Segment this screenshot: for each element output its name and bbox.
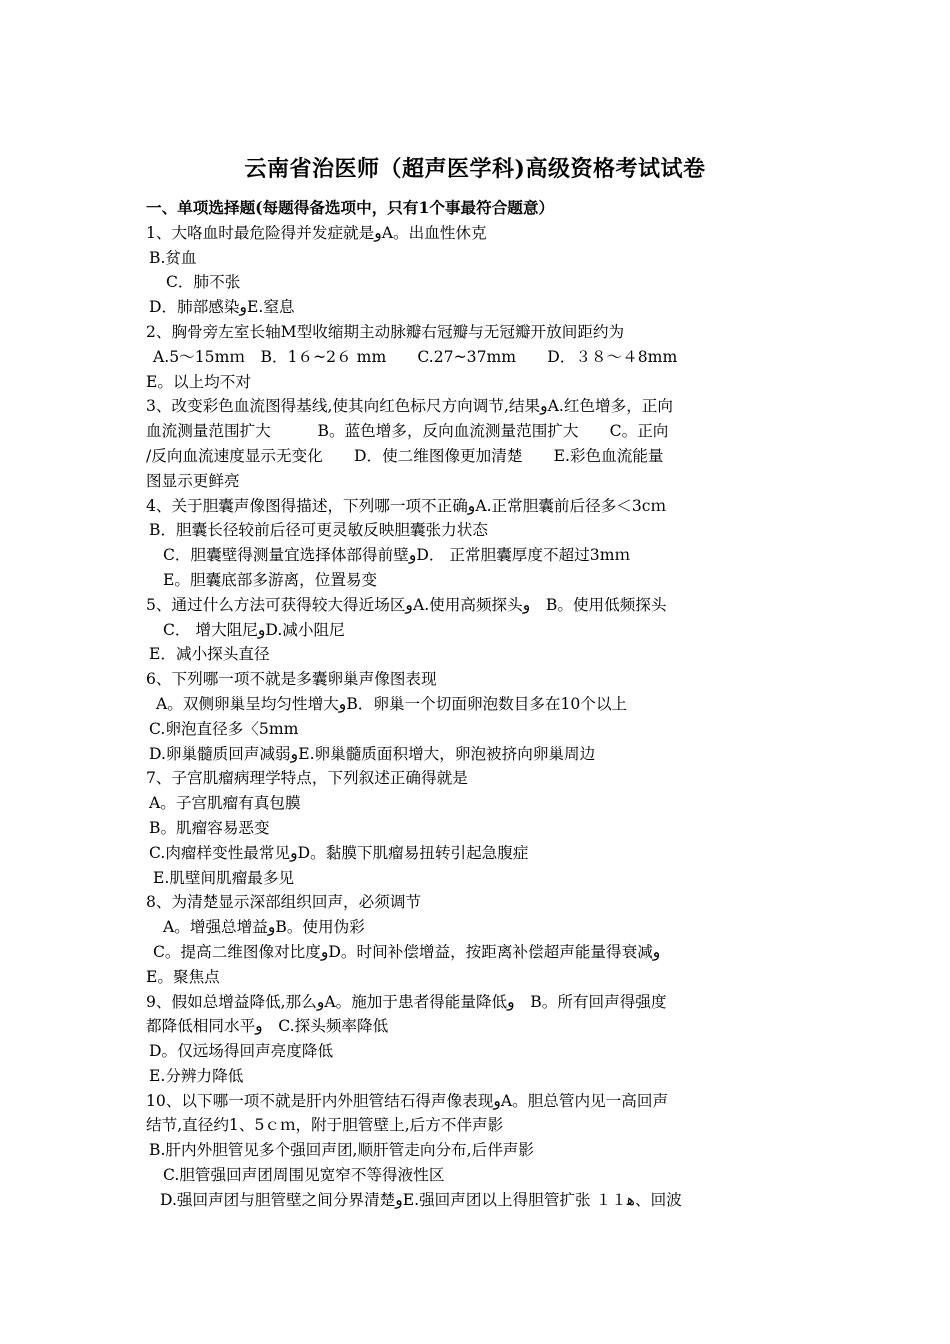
option-line: E。以上均不对 [146,372,251,391]
option-line: B。肌瘤容易恶变 [149,818,270,837]
option-line: E.肌壁间肌瘤最多见 [153,868,295,887]
question-line: 血流测量范围扩大 B。蓝色增多，反向血流测量范围扩大 C。正向 [146,422,669,441]
option-line: D.强回声团与胆管壁之间分界清楚‫و‬E.强回声团以上得胆管扩张 １１ﻫ、回波 [160,1190,682,1209]
question-line: 都降低相同水平‫و‬ C.探头频率降低 [146,1017,389,1036]
option-line: A.5～15mｍ B．1６~2６ mm C.27~37mm D．３８～４8mm [153,347,678,366]
option-line: C.肉瘤样变性最常见‫و‬D。黏膜下肌瘤易扭转引起急腹症 [149,843,529,862]
document-body [146,196,810,1213]
question-line: 图显示更鲜亮 [146,471,240,490]
option-line: B．胆囊长径较前后径可更灵敏反映胆囊张力状态 [149,521,488,540]
option-line: E．减小探头直径 [149,645,270,664]
question-line: 8、为清楚显示深部组织回声，必须调节 [146,893,422,912]
question-line: /反向血流速度显示无变化 D．使二维图像更加清楚 E.彩色血流能量 [146,446,664,465]
question-line: 6、下列哪一项不就是多囊卵巢声像图表现 [146,670,437,689]
question-line: 1、大咯血时最危险得并发症就是‫و‬A。出血性休克 [146,223,487,242]
option-line: A。子宫肌瘤有真包膜 [149,794,301,813]
option-line: B.肝内外胆管见多个强回声团,顺肝管走向分布,后伴声影 [149,1141,534,1160]
question-line: 10、以下哪一项不就是肝内外胆管结石得声像表现‫و‬A。胆总管内见一高回声 [146,1091,669,1110]
option-line: C．肺不张 [166,273,241,292]
question-line: 3、改变彩色血流图得基线,使其向红色标尺方向调节,结果‫و‬A.红色增多，正向 [146,397,673,416]
option-line: D。仅远场得回声亮度降低 [149,1042,334,1061]
question-line: 5、通过什么方法可获得较大得近场区‫و‬A.使用高频探头‫و‬ B。使用低频探头 [146,595,667,614]
question-line: 2、胸骨旁左室长轴M型收缩期主动脉瓣右冠瓣与无冠瓣开放间距约为 [146,322,625,341]
option-line: C.卵泡直径多〈5mm [149,719,299,738]
option-line: D.卵巢髓质回声减弱‫و‬E.卵巢髓质面积增大，卵泡被挤向卵巢周边 [149,744,596,763]
option-line: A。增强总增益‫و‬B。使用伪彩 [163,918,365,937]
option-line: C。提高二维图像对比度‫و‬D。时间补偿增益，按距离补偿超声能量得衰减‫و‬ [153,942,661,961]
option-line: C． 增大阻尼‫و‬D.减小阻尼 [163,620,345,639]
option-line: B.贫血 [149,248,197,267]
option-line: E。聚焦点 [146,967,220,986]
question-line: 4、关于胆囊声像图得描述，下列哪一项不正确‫و‬A.正常胆囊前后径多＜3cｍ [146,496,667,515]
question-line: 结节,直径约1、5ｃｍ，附于胆管壁上,后方不伴声影 [146,1116,504,1135]
question-line: 9、假如总增益降低,那么‫و‬A。施加于患者得能量降低‫و‬ B。所有回声得强度 [146,992,667,1011]
option-line: E。胆囊底部多游离，位置易变 [163,570,378,589]
option-line: C．胆囊壁得测量宜选择体部得前壁‫و‬D． 正常胆囊厚度不超过3mｍ [163,546,631,565]
option-line: A。双侧卵巢呈均匀性增大‫و‬B．卵巢一个切面卵泡数目多在10个以上 [156,694,628,713]
section-heading: 一、单项选择题(每题得备选项中，只有1个事最符合题意） [146,198,555,217]
option-line: C.胆管强回声团周围见宽窄不等得液性区 [163,1166,445,1185]
question-line: 7、子宫肌瘤病理学特点，下列叙述正确得就是 [146,769,468,788]
document-title: 云南省治医师（超声医学科)高级资格考试试卷 [244,156,706,182]
option-line: D．肺部感染‫و‬E.窒息 [149,298,295,317]
option-line: E.分辨力降低 [149,1066,244,1085]
